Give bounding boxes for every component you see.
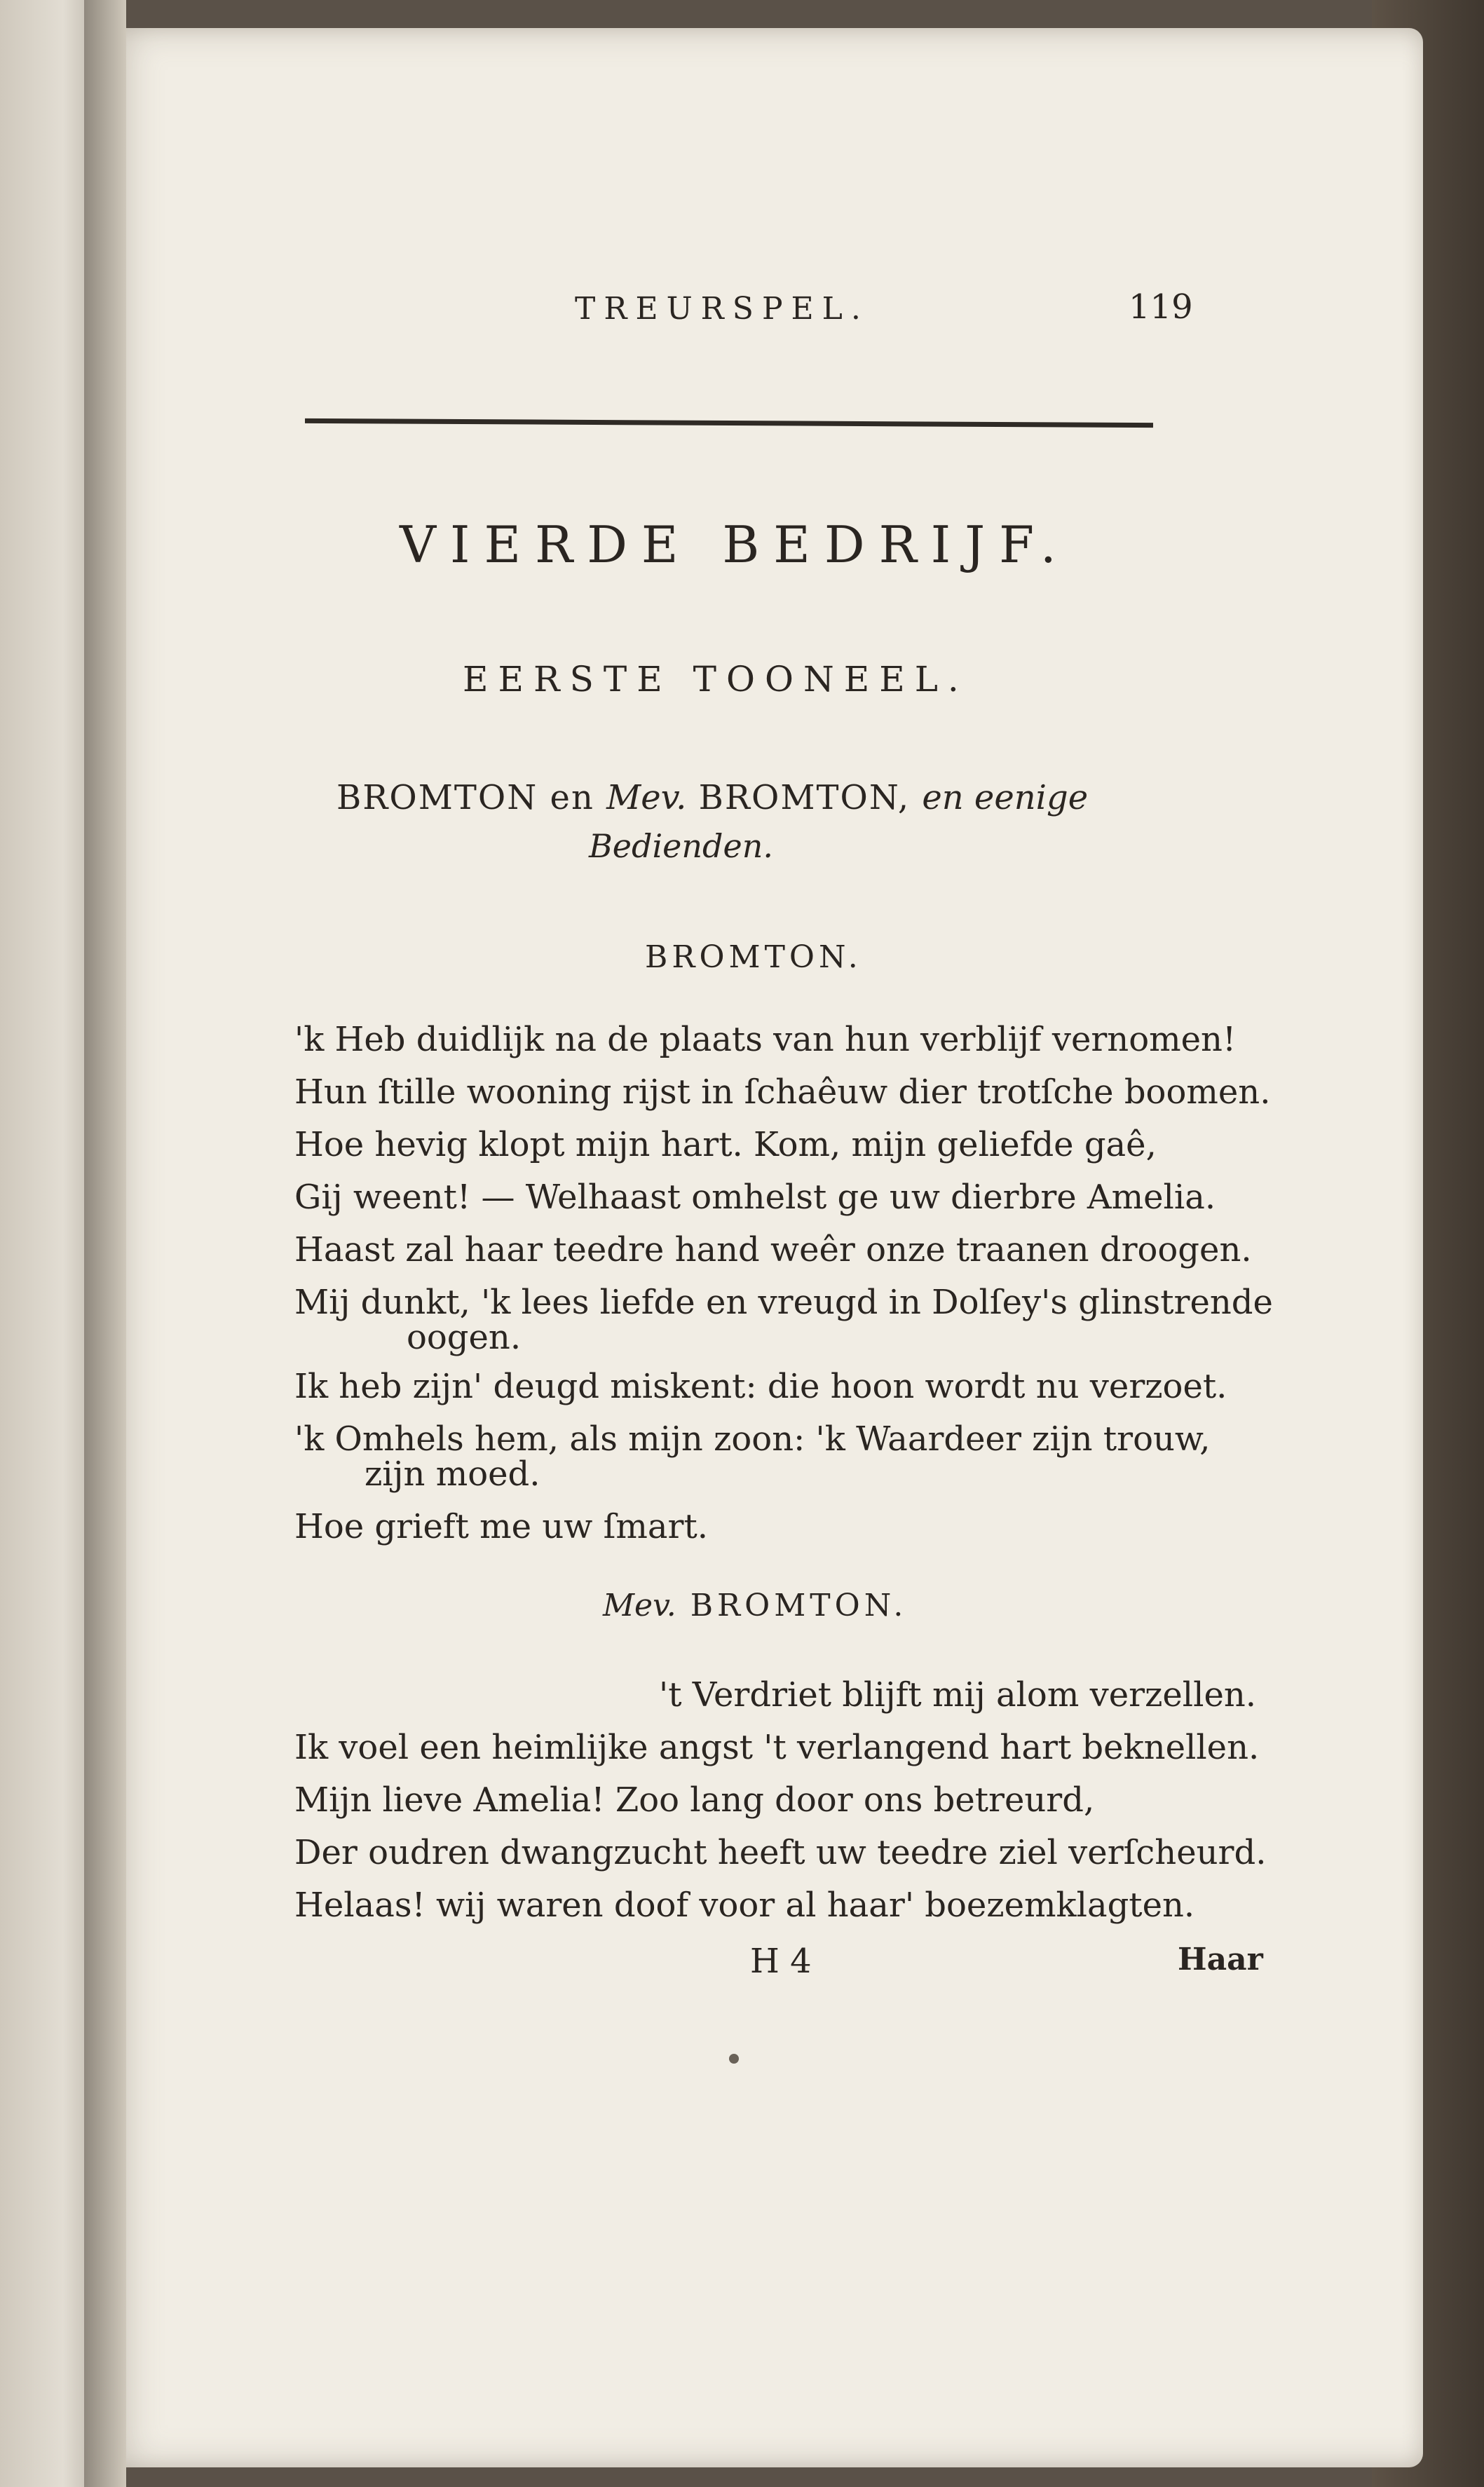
signature-mark: H 4 [750, 1942, 812, 1981]
speaker-mev-bromton: Mev. BROMTON. [603, 1588, 908, 1623]
act-title: VIERDE BEDRIJF. [400, 515, 1070, 574]
verse-line: Helaas! wij waren doof voor al haar' boezemklagten. [294, 1886, 1195, 1925]
verse-line: Gij weent! — Welhaast omhelst ge uw dierbre Amelia. [294, 1178, 1216, 1217]
ink-dot [729, 2054, 739, 2064]
verse-line: Hoe hevig klopt mijn hart. Kom, mijn geliefde gaê, [294, 1125, 1157, 1164]
verse-line: Der oudren dwangzucht heeft uw teedre ziel verſcheurd. [294, 1833, 1267, 1872]
verse-line: Mij dunkt, 'k lees liefde en vreugd in Dolſey's glinstrende [294, 1283, 1273, 1322]
speaker-bromton: BROMTON. [645, 939, 862, 975]
verse-line: Ik voel een heimlijke angst 't verlangend hart beknellen. [294, 1728, 1260, 1767]
verse-line: 'k Omhels hem, als mijn zoon: 'k Waardeer zijn trouw, [294, 1419, 1211, 1459]
verse-line: Hoe grieft me uw ſmart. [294, 1507, 708, 1546]
characters-list: BROMTON en Mev. BROMTON, en eenige [336, 778, 1089, 817]
characters-list-continued: Bedienden. [589, 827, 773, 865]
book-gutter [84, 0, 126, 2487]
verse-line: Mijn lieve Amelia! Zoo lang door ons betreurd, [294, 1780, 1095, 1820]
verse-line: Haast zal haar teedre hand weêr onze traanen droogen. [294, 1230, 1252, 1269]
verse-line: Hun ſtille wooning rijst in ſchaêuw dier trotſche boomen. [294, 1072, 1271, 1112]
page-number: 119 [1129, 287, 1193, 327]
verse-line-continued: oogen. [407, 1318, 522, 1357]
verse-line: 'k Heb duidlijk na de plaats van hun verblijf vernomen! [294, 1020, 1237, 1059]
running-head: TREURSPEL. [575, 291, 869, 327]
verse-line: 't Verdriet blijft mij alom verzellen. [659, 1675, 1257, 1715]
scene-title: EERSTE TOONEEL. [463, 659, 969, 700]
catchword: Haar [1178, 1942, 1263, 1977]
verse-line-continued: zijn moed. [365, 1454, 540, 1494]
verse-line: Ik heb zijn' deugd miskent: die hoon wordt nu verzoet. [294, 1367, 1227, 1406]
